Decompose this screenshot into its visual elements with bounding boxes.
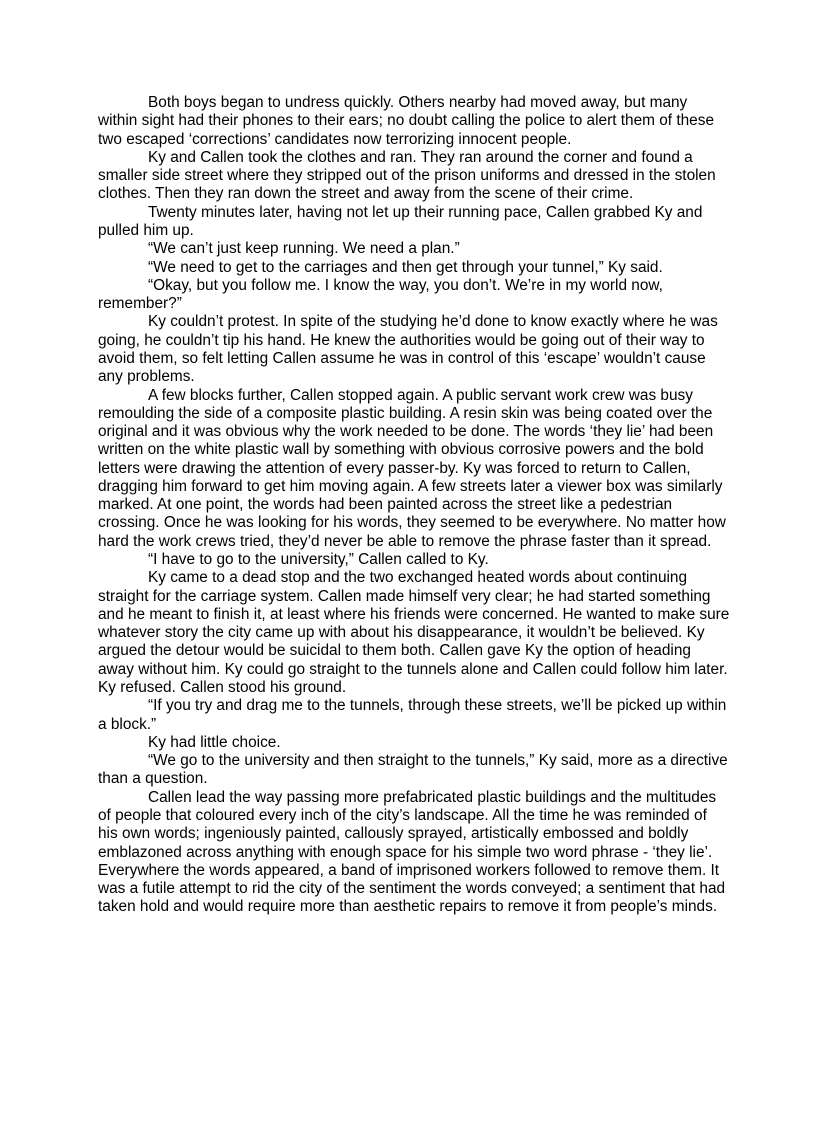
- paragraph: “We can’t just keep running. We need a plan.”: [148, 240, 460, 258]
- paragraph: Ky and Callen took the clothes and ran. They ran around the corner and found a smaller side street where they stripped out of the prison uniforms and dressed in the stolen clothes. Then they ran down the street and away from the scene of their crime.: [98, 148, 716, 203]
- paragraph: Both boys began to undress quickly. Others nearby had moved away, but many within sight had their phones to their ears; no doubt calling the police to alert them of these two escaped ‘corrections’ candidates now terrorizing innocent people.: [98, 94, 715, 148]
- paragraph: “We need to get to the carriages and then get through your tunnel,” Ky said.: [148, 258, 663, 276]
- body-text: [98, 94, 730, 917]
- paragraph: A few blocks further, Callen stopped again. A public servant work crew was busy remoulding the side of a composite plastic building. A resin skin was being coated over the original and it was obvious why the work needed to be done. The words ‘they lie’ had been written on the white plastic wall by something with obvious corrosive powers and the bold letters were drawing the attention of every passer-by. Ky was forced to return to Callen, dragging him forward to get him moving again. A few streets later a viewer box was similarly marked. At one point, the words had been painted across the street like a pedestrian crossing. Once he was looking for his words, they seemed to be everywhere. No matter how hard the work crews tried, they’d never be able to remove the phrase faster than it spread.: [98, 386, 726, 550]
- paragraph: Ky couldn’t protest. In spite of the studying he’d done to know exactly where he was going, he couldn’t tip his hand. He knew the authorities would be going out of their way to avoid them, so felt letting Callen assume he was in control of this ‘escape’ wouldn’t cause any problems.: [98, 313, 718, 386]
- paragraph: “If you try and drag me to the tunnels, through these streets, we’ll be picked up within a block.”: [98, 697, 727, 733]
- paragraph: “Okay, but you follow me. I know the way, you don’t. We’re in my world now, remember?”: [98, 276, 663, 313]
- paragraph: “We go to the university and then straight to the tunnels,” Ky said, more as a directive than a question.: [98, 752, 728, 788]
- paragraph: “I have to go to the university,” Callen called to Ky.: [148, 551, 489, 569]
- paragraph: Ky came to a dead stop and the two exchanged heated words about continuing straight for the carriage system. Callen made himself very clear; he had started something and he meant to finish it, at least where his friends were concerned. He wanted to make sure whatever story the city came up with about his disappearance, it wouldn’t be believed. Ky argued the detour would be suicidal to them both. Callen gave Ky the option of heading away without him. Ky could go straight to the tunnels alone and Callen could follow him later. Ky refused. Callen stood his ground.: [98, 569, 730, 696]
- paragraph: Callen lead the way passing more prefabricated plastic buildings and the multitudes of people that coloured every inch of the city’s landscape. All the time he was reminded of his own words; ingeniously painted, callously sprayed, artistically embossed and boldly emblazoned across anything with enough space for his simple two word phrase - ‘they lie’. Everywhere the words appeared, a band of imprisoned workers followed to remove them. It was a futile attempt to rid the city of the sentiment the words conveyed; a sentiment that had taken hold and would require more than aesthetic repairs to remove it from people’s minds.: [98, 788, 726, 916]
- paragraph: Twenty minutes later, having not let up their running pace, Callen grabbed Ky and pulled him up.: [98, 203, 703, 239]
- paragraph: Ky had little choice.: [148, 733, 281, 751]
